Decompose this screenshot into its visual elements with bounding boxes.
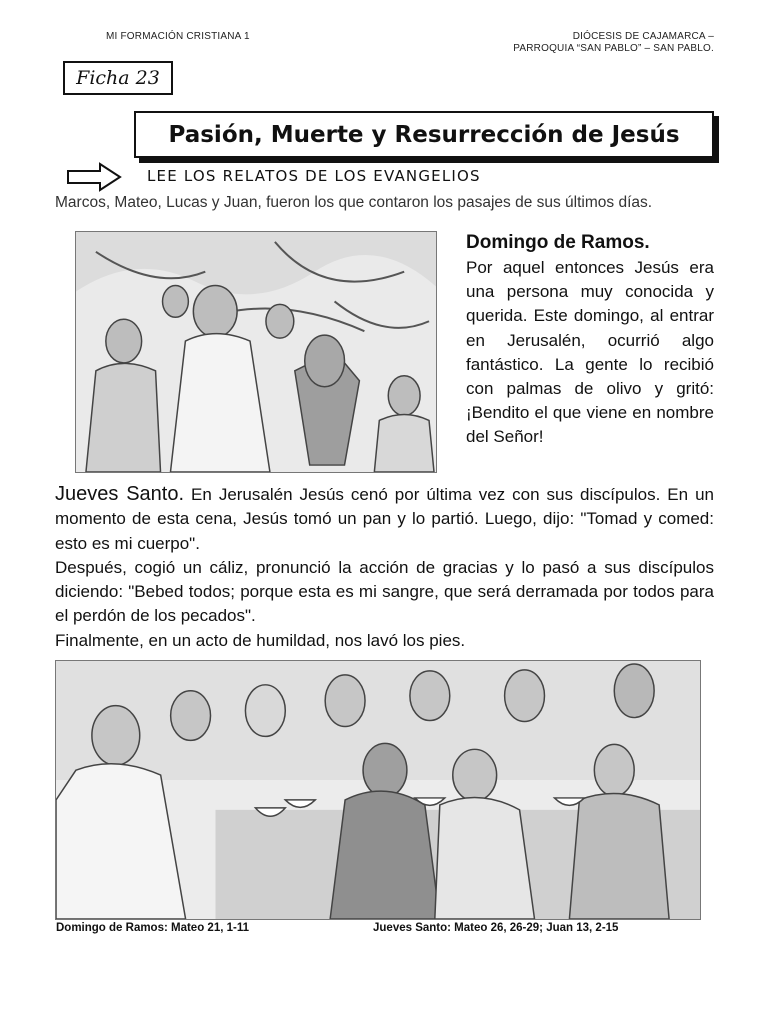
header-right <box>513 31 714 55</box>
last-supper-illustration <box>55 660 701 920</box>
jueves-paragraph-1 <box>55 482 714 556</box>
jueves-p2: Después, cogió un cáliz, pronunció la acción de gracias y lo pasó a sus discípulos diciendo: "Bebed todos; porque esta es mi sangre, que será derramada por todos para el perdón de los pecados". <box>55 557 714 626</box>
header-right-line2: PARROQUIA “SAN PABLO” – SAN PABLO. <box>513 43 714 54</box>
jueves-p3: Finalmente, en un acto de humildad, nos lavó los pies. <box>55 630 466 650</box>
ficha-label: Ficha 23 <box>63 61 173 95</box>
reference-jueves: Jueves Santo: Mateo 26, 26-29; Juan 13, 2-15 <box>373 922 619 934</box>
page-title: Pasión, Muerte y Resurrección de Jesús <box>134 111 714 158</box>
domingo-body: Por aquel entonces Jesús era una persona muy conocida y querida. Este domingo, al entrar en Jerusalén, ocurrió algo fantástico. La gente lo recibió con palmas de olivo y gritó: ¡Bendito el que viene en nombre del Señor! <box>466 258 714 447</box>
instruction: LEE LOS RELATOS DE LOS EVANGELIOS <box>147 167 481 185</box>
jueves-heading: Jueves Santo. <box>55 483 185 505</box>
header-right-line1: DIÓCESIS DE CAJAMARCA – <box>572 31 714 42</box>
jueves-p1: En Jerusalén Jesús cenó por última vez con sus discípulos. En un momento de esta cena, Jesús tomó un pan y lo partió. Luego, dijo: "Tomad y comed: esto es mi cuerpo". <box>55 485 714 553</box>
right-arrow-icon <box>66 162 122 192</box>
domingo-section <box>466 231 714 450</box>
header-left: MI FORMACIÓN CRISTIANA 1 <box>106 31 250 42</box>
jueves-section <box>55 482 714 653</box>
reference-domingo: Domingo de Ramos: Mateo 21, 1-11 <box>56 922 249 934</box>
intro-text: Marcos, Mateo, Lucas y Juan, fueron los que contaron los pasajes de sus últimos días. <box>55 194 653 211</box>
palm-sunday-illustration <box>75 231 437 473</box>
domingo-heading: Domingo de Ramos. <box>466 232 650 253</box>
